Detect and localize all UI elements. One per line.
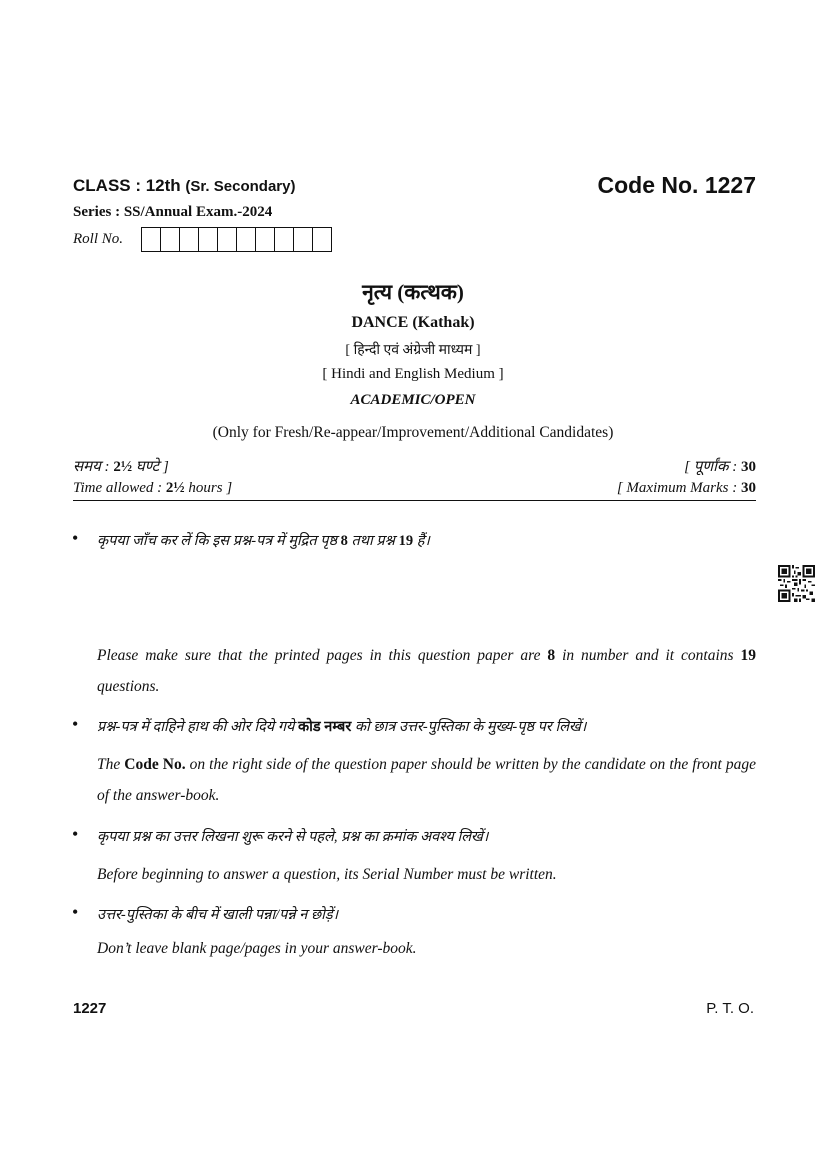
class-line: [73, 176, 295, 196]
series-line: Series : SS/Annual Exam.-2024: [73, 204, 273, 220]
footer-code: 1227: [73, 1000, 107, 1017]
pto-label: P. T. O.: [706, 1000, 754, 1017]
roll-no-box[interactable]: [161, 228, 180, 251]
bullet: •: [72, 714, 79, 734]
candidates-note: (Only for Fresh/Re-appear/Improvement/Additional Candidates): [212, 424, 614, 441]
roll-no-box[interactable]: [313, 228, 331, 251]
marks-hindi: [ पूर्णांक : 30: [684, 459, 756, 475]
instruction-1-english: Please make sure that the printed pages in this question paper are 8 in number and it contains 19 questions.: [97, 647, 756, 695]
academic-mode: ACADEMIC/OPEN: [350, 392, 476, 408]
instruction-3-hindi: कृपया प्रश्न का उत्तर लिखना शुरू करने से पहले, प्रश्न का क्रमांक अवश्य लिखें।: [97, 829, 489, 845]
roll-no-box[interactable]: [199, 228, 218, 251]
time-english: Time allowed : 2½ hours ]: [73, 480, 233, 496]
roll-no-box[interactable]: [218, 228, 237, 251]
instruction-2-hindi: प्रश्न-पत्र में दाहिने हाथ की ओर दिये गये कोड नम्बर को छात्र उत्तर-पुस्तिका के मुख्य-पृष्ठ पर लिखें।: [97, 719, 587, 735]
bullet: •: [72, 902, 79, 922]
medium-english: [ Hindi and English Medium ]: [322, 366, 504, 382]
roll-no-box[interactable]: [294, 228, 313, 251]
roll-no-boxes[interactable]: [141, 227, 332, 252]
instruction-2-english: The Code No. on the right side of the question paper should be written by the candidate on the front page of the answer-book.: [97, 756, 757, 804]
qr-code-icon: [778, 565, 815, 602]
roll-no-box[interactable]: [180, 228, 199, 251]
roll-no-box[interactable]: [142, 228, 161, 251]
class-label: CLASS : 12th: [73, 176, 181, 195]
subject-title-hindi: नृत्य (कत्थक): [362, 280, 464, 304]
bullet: •: [72, 528, 79, 548]
bullet: •: [72, 824, 79, 844]
roll-no-box[interactable]: [275, 228, 294, 251]
instruction-1-hindi: कृपया जाँच कर लें कि इस प्रश्न-पत्र में मुद्रित पृष्ठ 8 तथा प्रश्न 19 हैं।: [97, 533, 430, 549]
time-marks-hindi: [73, 456, 756, 476]
class-sub: (Sr. Secondary): [185, 178, 296, 195]
medium-hindi: [ हिन्दी एवं अंग्रेजी माध्यम ]: [345, 343, 481, 358]
divider: [73, 500, 756, 501]
time-marks-english: [73, 480, 756, 497]
instruction-4-hindi: उत्तर-पुस्तिका के बीच में खाली पन्ना/पन्ने न छोड़ें।: [97, 907, 339, 923]
roll-no-box[interactable]: [256, 228, 275, 251]
time-hindi: समय : 2½ घण्टे ]: [73, 459, 169, 475]
code-number: Code No. 1227: [597, 172, 756, 198]
roll-no-label: Roll No.: [73, 231, 124, 247]
marks-english: [ Maximum Marks : 30: [616, 480, 756, 496]
subject-title-english: DANCE (Kathak): [351, 314, 475, 331]
roll-no-box[interactable]: [237, 228, 256, 251]
instruction-4-english: Don’t leave blank page/pages in your answer-book.: [97, 940, 417, 957]
instruction-3-english: Before beginning to answer a question, its Serial Number must be written.: [97, 866, 557, 883]
